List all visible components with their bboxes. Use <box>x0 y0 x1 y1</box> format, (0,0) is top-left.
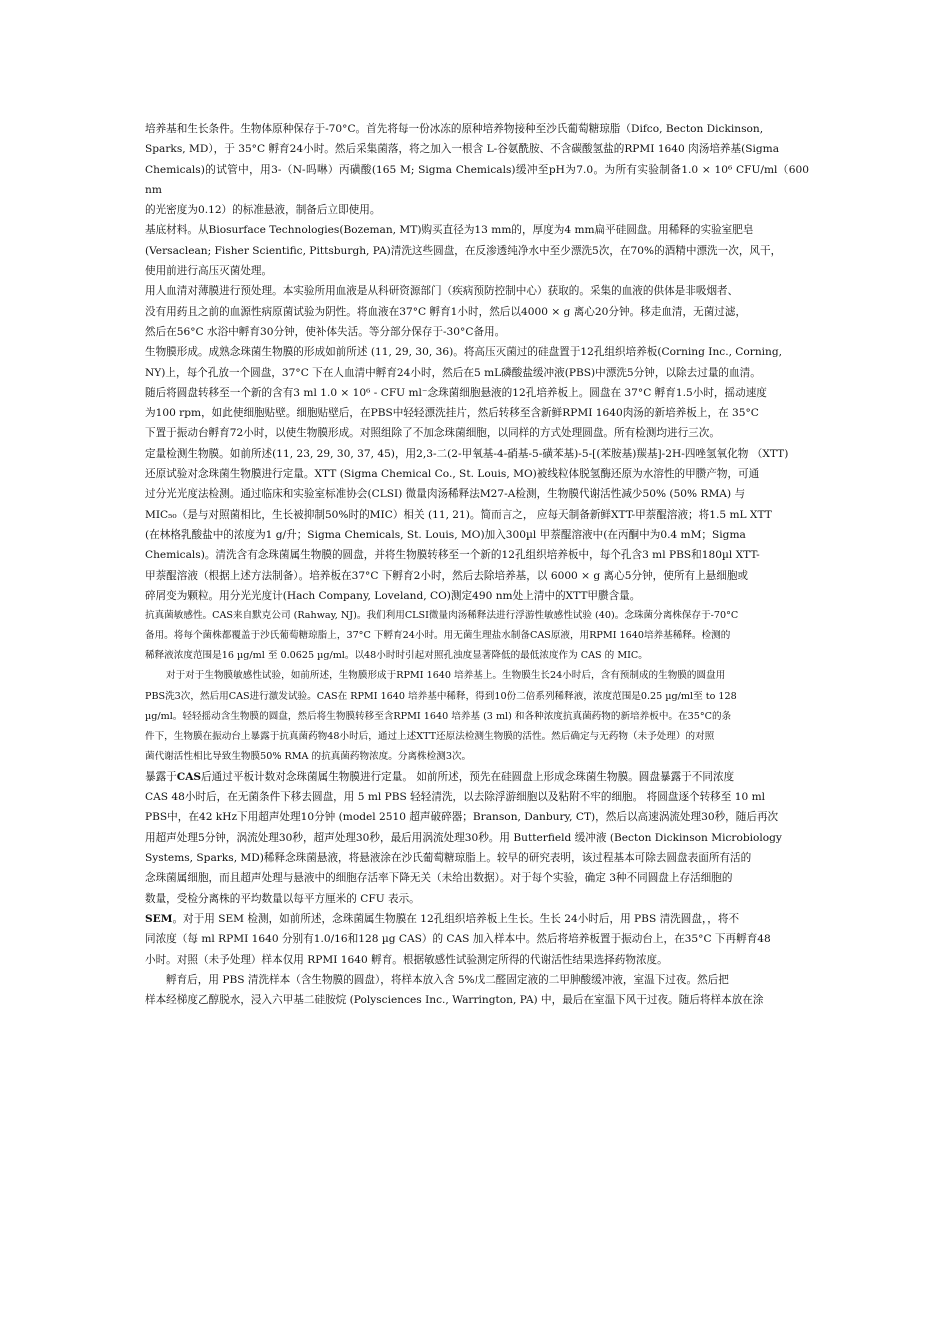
text-line: 碎屑变为颗粒。用分光光度计(Hach Company, Loveland, CO)测定490 nm处上清中的XTT甲臜含量。 <box>145 589 641 602</box>
paragraph <box>145 119 809 220</box>
document-body <box>145 119 809 1010</box>
text-line: 备用。将每个菌株都覆盖于沙氏葡萄糖琼脂上，37°C 下孵育24小时。用无菌生理盐水制备CAS原液，用RPMI 1640培养基稀释。检测的 <box>145 630 731 642</box>
text-line: 孵育后，用 PBS 清洗样本（含生物膜的圆盘），将样本放入含 5%戊二醛固定液的二甲胂酸缓冲液，室温下过夜。然后把 <box>166 973 729 986</box>
text-rest: 。对于用 SEM 检测，如前所述，念珠菌属生物膜在 12孔组织培养板上生长。生长 24小时后，用 PBS 清洗圆盘，，将不 <box>172 912 740 925</box>
text-line: 样本经梯度乙醇脱水，浸入六甲基二硅胺烷 (Polysciences Inc., Warrington, PA) 中，最后在室温下风干过夜。随后将样本放在涂 <box>145 994 764 1007</box>
text-line: Chemicals)。清洗含有念珠菌属生物膜的圆盘，并将生物膜转移至一个新的12孔组织培养板中，每个孔含3 ml PBS和180µl XTT- <box>145 549 760 562</box>
paragraph <box>145 606 809 666</box>
text-line: Chemicals)的试管中，用3-（N-吗啉）丙磺酸(165 M; Sigma Chemicals)缓冲至pH为7.0。为所有实验制备1.0 × 10⁶ CFU/ml（600 nm <box>145 163 809 196</box>
text-line: (在林格乳酸盐中的浓度为1 g/升；Sigma Chemicals, St. Louis, MO)加入300µl 甲萘醌溶液中(在丙酮中为0.4 mM；Sigma <box>145 528 746 541</box>
text-line: Systems, Sparks, MD)稀释念珠菌悬液，将悬液涂在沙氏葡萄糖琼脂上。较早的研究表明，该过程基本可除去圆盘表面所有活的 <box>145 852 752 865</box>
text-line: 过分光光度法检测。通过临床和实验室标准协会(CLSI) 微量肉汤稀释法M27-A检测，生物膜代谢活性减少50% (50% RMA) 与 <box>145 488 746 501</box>
text-rest: 后通过平板计数对念珠菌属生物膜进行定量。 如前所述，预先在硅圆盘上形成念珠菌生物膜。圆盘暴露于不同浓度 <box>201 770 735 783</box>
text-line: 小时。对照（未予处理）样本仅用 RPMI 1640 孵育。根据敏感性试验测定所得的代谢活性结果选择药物浓度。 <box>145 953 668 966</box>
text-line: 为100 rpm，如此使细胞贴壁。细胞贴壁后，在PBS中轻轻漂洗挂片，然后转移至含新鲜RPMI 1640肉汤的新培养板上，在 35°C <box>145 407 759 420</box>
paragraph <box>145 220 809 281</box>
text-line: µg/ml。轻轻摇动含生物膜的圆盘，然后将生物膜转移至含RPMI 1640 培养基 (3 ml) 和各种浓度抗真菌药物的新培养板中。在35°C的条 <box>145 710 732 722</box>
text-line: 使用前进行高压灭菌处理。 <box>145 265 273 278</box>
text-line: 的光密度为0.12）的标准悬液，制备后立即使用。 <box>145 204 381 217</box>
text-line <box>145 767 809 787</box>
paragraph <box>145 666 809 766</box>
text-line: 件下，生物膜在振动台上暴露于抗真菌药物48小时后，通过上述XTT还原法检测生物膜的活性。然后确定与无药物（未予处理）的对照 <box>145 730 715 742</box>
text-line: 基底材料。从Biosurface Technologies(Bozeman, MT)购买直径为13 mm的，厚度为4 mm扁平硅圆盘。用稀释的实验室肥皂 <box>145 224 754 237</box>
text-line: MIC₅₀（是与对照菌相比，生长被抑制50%时的MIC）相关 (11, 21)。简而言之， 应每天制备新鲜XTT-甲萘醌溶液；将1.5 mL XTT <box>145 508 772 521</box>
text-line: PBS中，在42 kHz下用超声处理10分钟 (model 2510 超声破碎器；Branson, Danbury, CT)，然后以高速涡流处理30秒，随后再次 <box>145 811 779 824</box>
paragraph <box>145 342 809 443</box>
paragraph <box>145 970 809 1011</box>
bold-term: SEM <box>145 912 173 925</box>
text-line: 下置于振动台孵育72小时，以使生物膜形成。对照组除了不加念珠菌细胞，以同样的方式处理圆盘。所有检测均进行三次。 <box>145 427 720 440</box>
text-line: 对于对于生物膜敏感性试验，如前所述，生物膜形成于RPMI 1640 培养基上。生物膜生长24小时后，含有预制成的生物膜的圆盘用 <box>166 670 726 682</box>
text-line: 数量，受检分离株的平均数量以每平方厘米的 CFU 表示。 <box>145 892 420 905</box>
text-lead: 暴露于 <box>145 770 177 783</box>
text-line: 生物膜形成。成熟念珠菌生物膜的形成如前所述 (11, 29, 30, 36)。将高压灭菌过的硅盘置于12孔组织培养板(Corning Inc., Corning, <box>145 346 783 359</box>
paragraph <box>145 909 809 970</box>
text-line: 甲萘醌溶液（根据上述方法制备）。培养板在37°C 下孵育2小时，然后去除培养基，以 6000 × g 离心5分钟，使所有上悬细胞或 <box>145 569 749 582</box>
paragraph <box>145 444 809 606</box>
text-line: 同浓度（每 ml RPMI 1640 分别有1.0/16和128 µg CAS）的 CAS 加入样本中。然后将培养板置于振动台上，在35°C 下再孵育48 <box>145 933 771 946</box>
text-line: 念珠菌属细胞，而且超声处理与悬液中的细胞存活率下降无关（未给出数据）。对于每个实验，确定 3种不同圆盘上存活细胞的 <box>145 872 733 885</box>
paragraph <box>145 281 809 342</box>
text-line: 定量检测生物膜。如前所述(11, 23, 29, 30, 37, 45)，用2,3-二(2-甲氧基-4-硝基-5-磺苯基)-5-[(苯胺基)羰基]-2H-四唑氢氧化物 （XTT) <box>145 447 789 460</box>
bold-term: CAS <box>176 770 202 783</box>
text-line: 用人血清对薄膜进行预处理。本实验所用血液是从科研资源部门（疾病预防控制中心）获取的。采集的血液的供体是非吸烟者、 <box>145 285 739 298</box>
text-line: 用超声处理5分钟，涡流处理30秒，超声处理30秒，最后用涡流处理30秒。用 Butterfield 缓冲液 (Becton Dickinson Microbiology <box>145 831 782 844</box>
paragraph <box>145 767 809 909</box>
text-line: 还原试验对念珠菌生物膜进行定量。XTT (Sigma Chemical Co., St. Louis, MO)被线粒体脱氢酶还原为水溶性的甲臜产物，可通 <box>145 468 760 481</box>
text-line <box>145 909 809 929</box>
text-line: 然后在56°C 水浴中孵育30分钟，使补体失活。等分部分保存于-30°C备用。 <box>145 325 506 338</box>
text-line: 随后将圆盘转移至一个新的含有3 ml 1.0 × 10⁶ - CFU ml⁻念珠菌细胞悬液的12孔培养板上。圆盘在 37°C 孵育1.5小时，摇动速度 <box>145 386 767 399</box>
text-line: PBS洗3次，然后用CAS进行激发试验。CAS在 RPMI 1640 培养基中稀释，得到10份二倍系列稀释液，浓度范围是0.25 µg/ml至 to 128 <box>145 690 737 702</box>
text-line: 稀释液浓度范围是16 µg/ml 至 0.0625 µg/ml。以48小时时引起对照孔浊度显著降低的最低浓度作为 CAS 的 MIC。 <box>145 650 648 662</box>
text-line: (Versaclean; Fisher Scientific, Pittsburgh, PA)清洗这些圆盘，在反渗透纯净水中至少漂洗5次，在70%的酒精中漂洗一次，风干， <box>145 244 782 257</box>
text-line: Sparks, MD），于 35°C 孵育24小时。然后采集菌落，将之加入一根含 L-谷氨酰胺、不含碳酸氢盐的RPMI 1640 肉汤培养基(Sigma <box>145 143 780 156</box>
text-line: CAS 48小时后，在无菌条件下移去圆盘，用 5 ml PBS 轻轻清洗，以去除浮游细胞以及粘附不牢的细胞。 将圆盘逐个转移至 10 ml <box>145 791 765 804</box>
text-line: NY)上，每个孔放一个圆盘，37°C 下在人血清中孵育24小时，然后在5 mL磷酸盐缓冲液(PBS)中漂洗5分钟，以除去过量的血清。 <box>145 366 761 379</box>
text-line: 菌代谢活性相比导致生物膜50% RMA 的抗真菌药物浓度。分离株检测3次。 <box>145 750 472 762</box>
text-line: 抗真菌敏感性。CAS来自默克公司 (Rahway, NJ)。我们利用CLSI微量肉汤稀释法进行浮游性敏感性试验 (40)。念珠菌分离株保存于-70°C <box>145 610 739 622</box>
text-line: 没有用药且之前的血源性病原菌试验为阴性。将血液在37°C 孵育1小时，然后以4000 × g 离心20分钟。移走血清，无菌过滤， <box>145 305 747 318</box>
text-line: 培养基和生长条件。生物体原种保存于-70°C。首先将每一份冰冻的原种培养物接种至沙氏葡萄糖琼脂（Difco, Becton Dickinson, <box>145 123 764 135</box>
